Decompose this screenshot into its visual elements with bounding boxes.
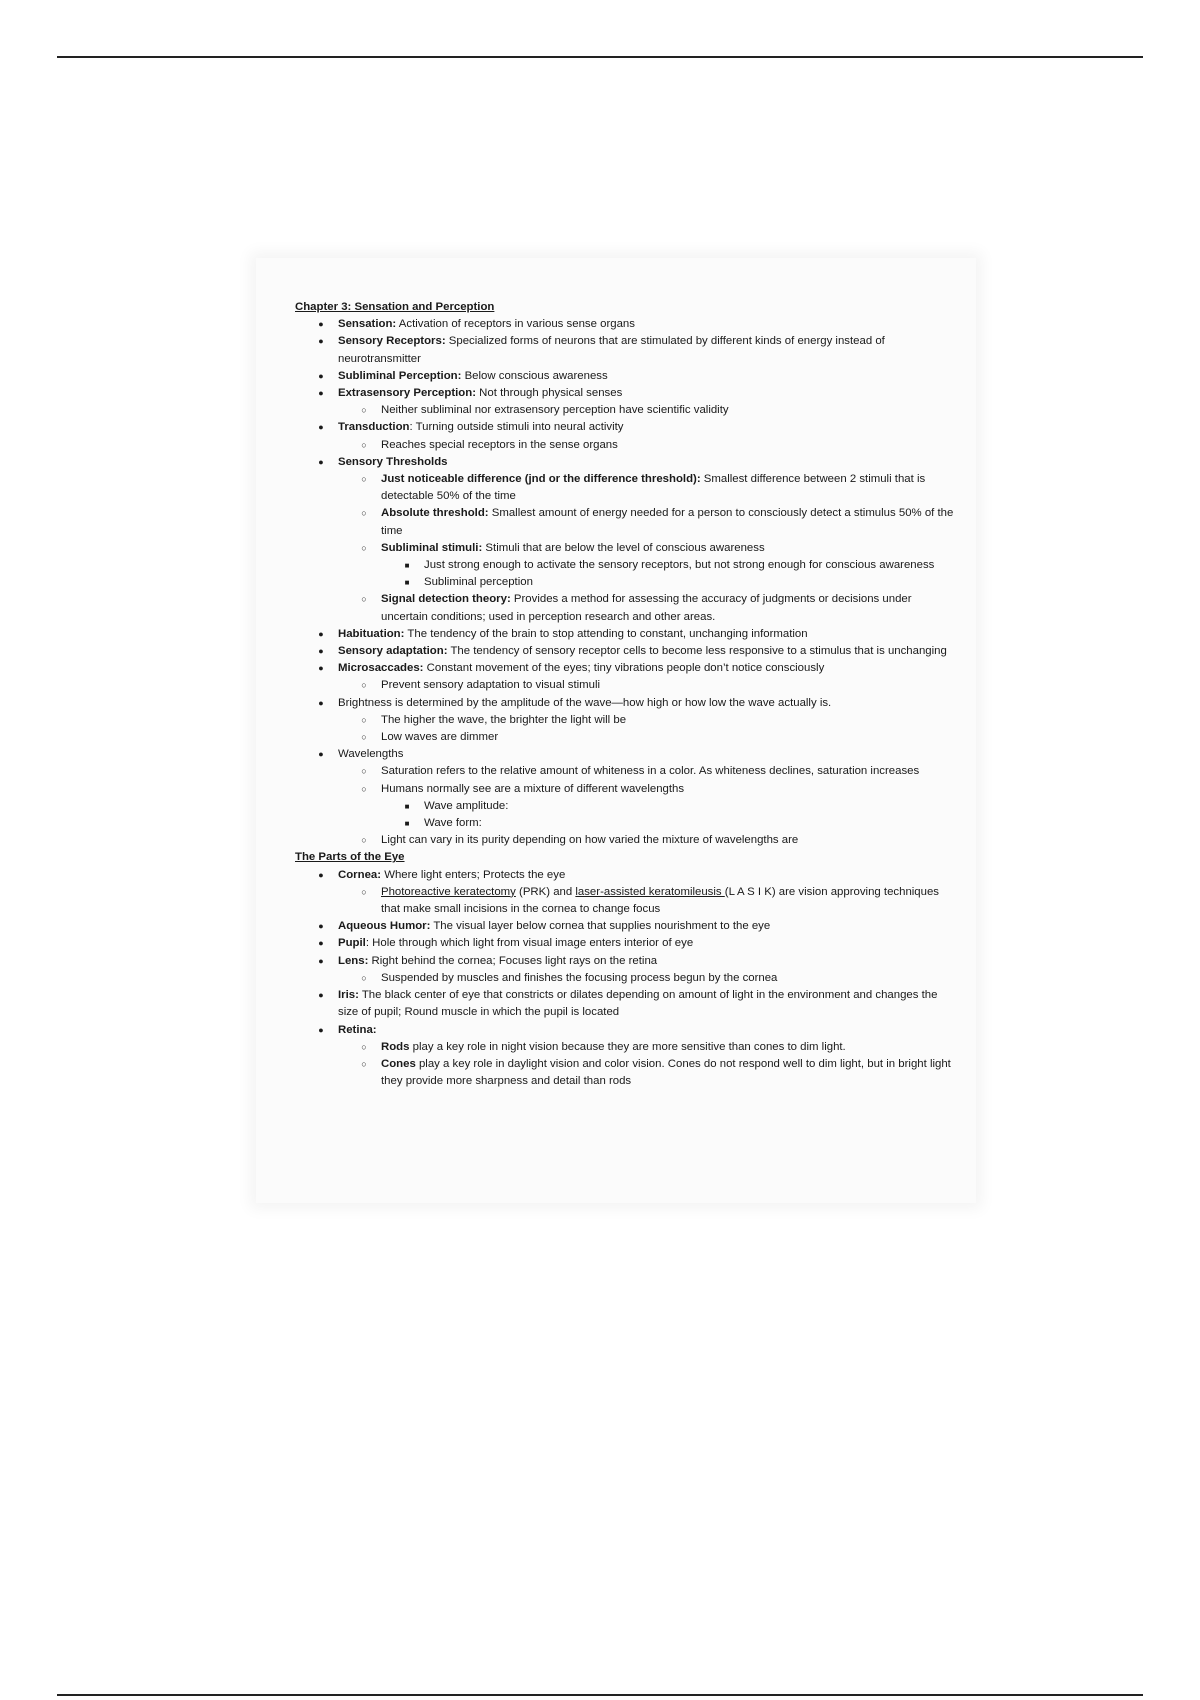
bullet-icon: ● (318, 646, 324, 657)
bullet-icon: ● (318, 921, 324, 932)
list-item (295, 557, 955, 574)
item-text: Low waves are dimmer (381, 731, 499, 744)
item-text: play a key role in night vision because they are more sensitive than cones to dim light. (409, 1040, 846, 1053)
list-item (295, 712, 955, 729)
bullet-icon: ○ (361, 714, 367, 725)
list-item (295, 746, 955, 763)
list-item (295, 763, 955, 780)
bullet-icon: ○ (361, 732, 367, 743)
list-item (295, 867, 955, 884)
bullet-icon: ○ (361, 1041, 367, 1052)
list-item (295, 316, 955, 333)
item-text: Provides a method for assessing the accuracy of judgments or decisions under uncertain conditions; used in perception research and other areas. (381, 593, 912, 623)
item-text: Right behind the cornea; Focuses light rays on the retina (368, 954, 658, 967)
list-item (295, 781, 955, 798)
list-item (295, 815, 955, 832)
item-text: Reaches special receptors in the sense organs (381, 438, 618, 451)
bullet-icon: ● (318, 663, 324, 674)
item-term: Subliminal stimuli: (381, 541, 483, 554)
item-term: Sensory Thresholds (338, 455, 448, 468)
item-term: Cornea: (338, 868, 382, 881)
item-text: Wave form: (424, 817, 482, 830)
item-term: Absolute threshold: (381, 507, 489, 520)
item-text: : Turning outside stimuli into neural activity (409, 421, 624, 434)
bullet-icon: ○ (361, 766, 367, 777)
list-item (295, 918, 955, 935)
bullet-icon: ● (318, 336, 324, 347)
item-term: Habituation: (338, 627, 405, 640)
bottom-rule (57, 1694, 1143, 1696)
item-text: Brightness is determined by the amplitude of the wave—how high or how low the wave actually is. (338, 696, 832, 709)
underlined-term: laser-assisted keratomileusis (575, 885, 725, 898)
bullet-icon: ○ (361, 680, 367, 691)
list-item (295, 591, 955, 625)
item-text: Wave amplitude: (424, 799, 509, 812)
item-text: : Hole through which light from visual image enters interior of eye (365, 937, 694, 950)
item-term: Sensory adaptation: (338, 645, 448, 658)
list-item (295, 333, 955, 367)
item-text: Smallest difference between 2 stimuli that is detectable 50% of the time (381, 473, 926, 503)
bullet-icon: ■ (404, 561, 410, 571)
list-item (295, 729, 955, 746)
item-text: Saturation refers to the relative amount of whiteness in a color. As whiteness declines, saturation increases (381, 765, 920, 778)
bullet-icon: ○ (361, 783, 367, 794)
list-item (295, 1039, 955, 1056)
top-rule (57, 56, 1143, 58)
bullet-icon: ● (318, 319, 324, 330)
item-text: Specialized forms of neurons that are stimulated by different kinds of energy instead of neurotransmitter (338, 335, 885, 365)
list-item (295, 660, 955, 677)
list-item (295, 454, 955, 471)
list-item (295, 643, 955, 660)
item-text: Subliminal perception (424, 576, 533, 589)
item-text: The tendency of sensory receptor cells to become less responsive to a stimulus that is unchanging (447, 645, 947, 658)
list-item (295, 884, 955, 918)
list-item (295, 505, 955, 539)
bullet-icon: ○ (361, 542, 367, 553)
list-item (295, 970, 955, 987)
item-term: Rods (381, 1040, 410, 1053)
item-text: play a key role in daylight vision and color vision. Cones do not respond well to dim light, but in bright light they provide more sharpness and detail than rods (381, 1057, 951, 1088)
bullet-icon: ● (318, 388, 324, 398)
section-heading: The Parts of the Eye (295, 851, 405, 864)
list-item (295, 540, 955, 557)
bullet-icon: ● (318, 938, 324, 949)
list-item (295, 1056, 955, 1090)
list-item (295, 677, 955, 694)
item-text: Neither subliminal nor extrasensory perception have scientific validity (381, 404, 729, 417)
bullet-icon: ○ (361, 1058, 367, 1069)
item-term: Retina: (338, 1023, 377, 1036)
bullet-icon: ○ (361, 972, 367, 983)
item-term: Microsaccades: (338, 662, 424, 675)
bullet-icon: ● (318, 990, 324, 1001)
item-text: Light can vary in its purity depending on how varied the mixture of wavelengths are (381, 834, 799, 847)
item-text: (PRK) and (515, 885, 576, 898)
bullet-icon: ○ (361, 508, 367, 519)
list-item (295, 695, 955, 712)
item-term: Pupil (338, 937, 366, 950)
item-term: Iris: (338, 989, 359, 1002)
list-item (295, 832, 955, 849)
item-text: (L A S I K) are vision approving techniques that make small incisions in the cornea to change focus (381, 885, 940, 916)
item-text: Where light enters; Protects the eye (381, 868, 566, 881)
list-item (295, 626, 955, 643)
bullet-icon: ● (318, 370, 324, 381)
item-text: The black center of eye that constricts or dilates depending on amount of light in the environment and changes the size of pupil; Round muscle in which the pupil is located (338, 989, 938, 1019)
item-text: Below conscious awareness (461, 369, 608, 382)
item-text: Just strong enough to activate the sensory receptors, but not strong enough for conscious awareness (424, 559, 935, 572)
underlined-term: Photoreactive keratectomy (381, 885, 516, 898)
item-term: Lens: (338, 954, 369, 967)
list-item (295, 419, 955, 436)
bullet-icon: ■ (404, 819, 410, 829)
list-item (295, 402, 955, 419)
bullet-icon: ■ (404, 578, 410, 588)
bullet-icon: ○ (361, 439, 367, 450)
item-term: Transduction (338, 421, 410, 434)
item-term: Sensory Receptors: (338, 335, 446, 348)
item-text: Not through physical senses (476, 387, 623, 399)
bullet-icon: ● (318, 869, 324, 880)
item-text: The tendency of the brain to stop attending to constant, unchanging information (404, 627, 808, 640)
list-item (295, 368, 955, 385)
section-heading: Chapter 3: Sensation and Perception (295, 301, 495, 313)
list-item (295, 471, 955, 505)
item-text: Wavelengths (338, 748, 404, 761)
bullet-icon: ○ (361, 474, 367, 485)
bullet-icon: ● (318, 422, 324, 433)
bullet-icon: ● (318, 697, 324, 708)
item-text: The higher the wave, the brighter the light will be (381, 713, 627, 726)
item-term: Signal detection theory: (381, 593, 511, 606)
bullet-icon: ○ (361, 835, 367, 846)
bullet-icon: ■ (404, 801, 410, 811)
list-item (295, 987, 955, 1021)
notes-content (295, 299, 955, 1090)
bullet-icon: ● (318, 955, 324, 966)
bullet-icon: ● (318, 1024, 324, 1035)
list-item (295, 953, 955, 970)
item-term: Just noticeable difference (jnd or the difference threshold): (381, 473, 701, 486)
bullet-icon: ○ (361, 594, 367, 605)
bullet-icon: ○ (361, 405, 367, 416)
item-text: Prevent sensory adaptation to visual stimuli (381, 679, 601, 692)
item-text: The visual layer below cornea that supplies nourishment to the eye (430, 920, 771, 933)
list-item (295, 437, 955, 454)
item-text: Smallest amount of energy needed for a person to consciously detect a stimulus 50% of the time (381, 507, 954, 537)
list-item (295, 385, 955, 402)
item-term: Sensation: (338, 318, 397, 331)
item-text: Suspended by muscles and finishes the focusing process begun by the cornea (381, 971, 778, 984)
item-text: Stimuli that are below the level of conscious awareness (482, 541, 765, 554)
bullet-icon: ● (318, 749, 324, 760)
list-item (295, 1022, 955, 1039)
item-term: Subliminal Perception: (338, 369, 462, 382)
item-term: Aqueous Humor: (338, 920, 431, 933)
bullet-icon: ● (318, 456, 324, 467)
item-term: Cones (381, 1057, 416, 1070)
item-text: Constant movement of the eyes; tiny vibrations people don’t notice consciously (423, 662, 825, 675)
item-text: Activation of receptors in various sense organs (396, 318, 635, 331)
item-text: Humans normally see are a mixture of different wavelengths (381, 782, 685, 795)
bullet-icon: ● (318, 628, 324, 639)
bullet-icon: ○ (361, 886, 367, 897)
list-item (295, 935, 955, 952)
item-term: Extrasensory Perception: (338, 387, 477, 399)
list-item (295, 798, 955, 815)
list-item (295, 574, 955, 591)
